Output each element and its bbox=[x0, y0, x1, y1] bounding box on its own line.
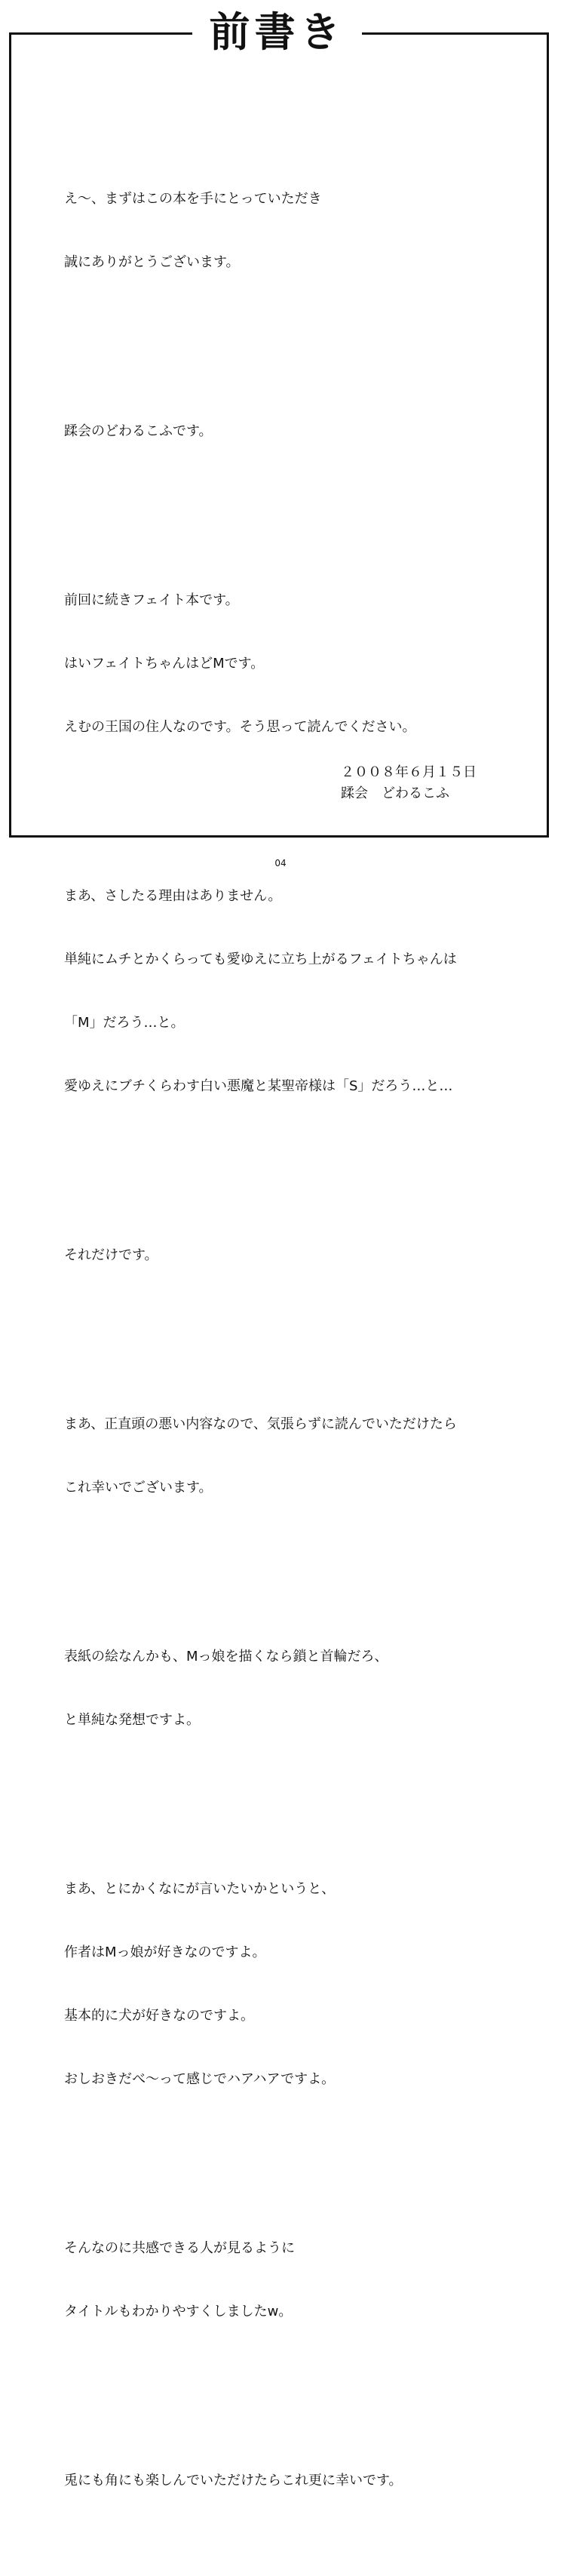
paragraph bbox=[64, 844, 517, 1139]
text-line: 誠にありがとうございます。 bbox=[64, 254, 240, 270]
text-line: 基本的に犬が好きなのですよ。 bbox=[64, 2008, 254, 2024]
paragraph bbox=[64, 548, 517, 780]
paragraph bbox=[64, 1837, 517, 2132]
text-line: これ幸いでございます。 bbox=[64, 1480, 213, 1495]
text-line: 作者はMっ娘が好きなのですよ。 bbox=[64, 1944, 266, 1960]
text-line: 前回に続きフェイト本です。 bbox=[64, 592, 239, 608]
text-line: 蹂会のどわるこふです。 bbox=[64, 423, 213, 439]
paragraph bbox=[64, 1372, 517, 1541]
text-line: おしおきだべ～って感じでハアハアですよ。 bbox=[64, 2071, 336, 2087]
text-line: 「M」だろう…と。 bbox=[64, 1015, 185, 1031]
paragraph bbox=[64, 146, 517, 315]
paragraph bbox=[64, 2196, 517, 2365]
text-line: え～、まずはこの本を手にとっていただき bbox=[64, 191, 322, 207]
text-line: タイトルもわかりやすくしましたw。 bbox=[64, 2304, 293, 2319]
page-title: 前書き bbox=[209, 8, 345, 56]
text-line: えむの王国の住人なのです。そう思って読んでください。 bbox=[64, 719, 416, 735]
text-line: と単純な発想ですよ。 bbox=[64, 1712, 200, 1728]
signature-block bbox=[341, 762, 477, 804]
paragraph bbox=[64, 1203, 517, 1308]
text-line: まあ、さしたる理由はありません。 bbox=[64, 888, 282, 904]
page-number: 04 bbox=[274, 858, 287, 868]
signature-author: 蹂会 どわるこふ bbox=[341, 785, 449, 801]
paragraph bbox=[64, 2428, 517, 2534]
text-line: はいフェイトちゃんはどMです。 bbox=[64, 656, 265, 672]
text-line: まあ、とにかくなにが言いたいかというと、 bbox=[64, 1881, 336, 1897]
text-line: まあ、正直頭の悪い内容なので、気張らずに読んでいただけたら bbox=[64, 1416, 457, 1432]
text-line: 愛ゆえにブチくらわす白い悪魔と某聖帝様は「S」だろう…と… bbox=[64, 1078, 453, 1094]
signature-date: ２００８年６月１５日 bbox=[341, 764, 477, 780]
text-line: 兎にも角にも楽しんでいただけたらこれ更に幸いです。 bbox=[64, 2473, 403, 2488]
text-line: それだけです。 bbox=[64, 1247, 158, 1263]
paragraph bbox=[64, 1604, 517, 1773]
text-line: 単純にムチとかくらっても愛ゆえに立ち上がるフェイトちゃんは bbox=[64, 951, 457, 967]
preface-body bbox=[64, 104, 517, 2576]
text-line: そんなのに共感できる人が見るように bbox=[64, 2240, 295, 2256]
paragraph bbox=[64, 379, 517, 484]
text-line: 表紙の絵なんかも、Mっ娘を描くなら鎖と首輪だろ、 bbox=[64, 1649, 388, 1665]
